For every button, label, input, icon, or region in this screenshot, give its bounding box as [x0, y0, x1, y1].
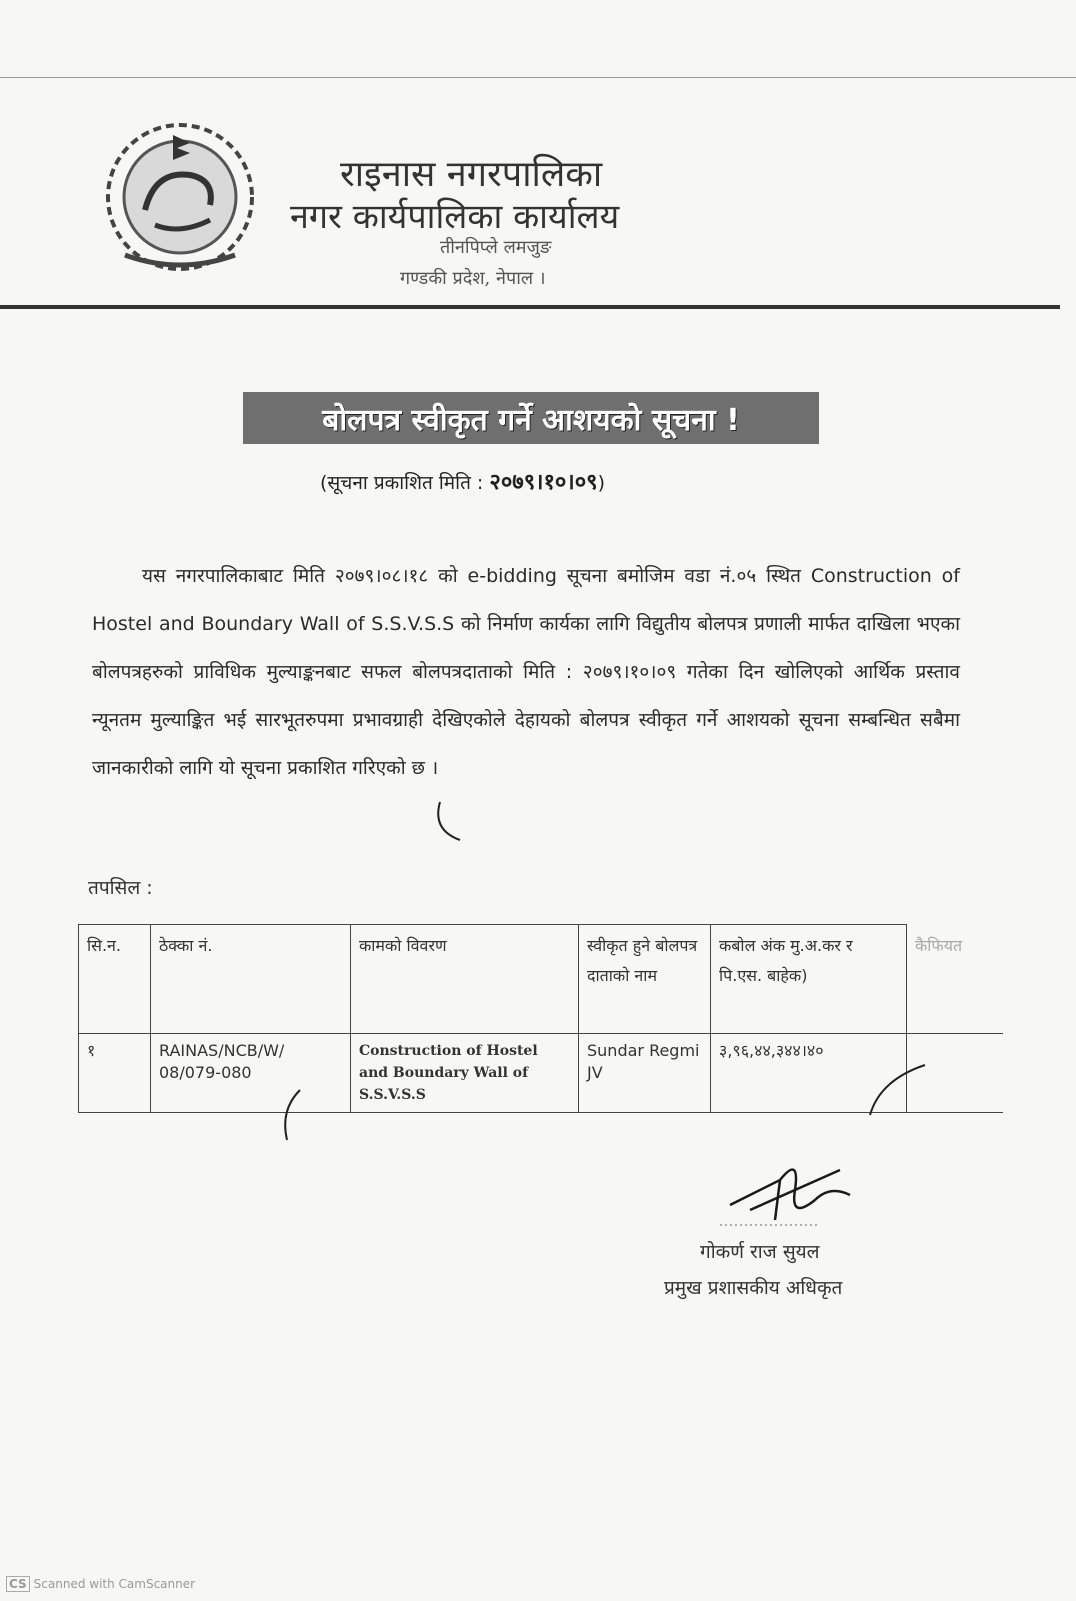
cell-serial: १ — [79, 1034, 151, 1113]
footer-text: Scanned with CamScanner — [33, 1577, 196, 1591]
office-name: नगर कार्यपालिका कार्यालय — [290, 197, 620, 237]
col-bidder-name: स्वीकृत हुने बोलपत्र दाताको नाम — [579, 925, 711, 1034]
cell-bidder-name: Sundar Regmi JV — [579, 1034, 711, 1113]
notice-body — [92, 552, 960, 792]
notice-title: बोलपत्र स्वीकृत गर्ने आशयको सूचना ! — [243, 392, 819, 444]
col-serial: सि.न. — [79, 925, 151, 1034]
nepal-emblem-icon — [95, 115, 265, 275]
cell-contract-no: RAINAS/NCB/W/ 08/079-080 — [151, 1034, 351, 1113]
publication-date: २०७९।१०।०९ — [489, 470, 598, 495]
table-header-row — [79, 925, 1003, 1034]
pen-mark — [430, 800, 470, 845]
publication-date-close: ) — [597, 472, 606, 494]
publication-date-label: (सूचना प्रकाशित मिति : — [320, 472, 484, 494]
signer-name: गोकर्ण राज सुयल — [700, 1241, 820, 1263]
scanner-footer — [6, 1576, 195, 1592]
col-contract-no: ठेक्का नं. — [151, 925, 351, 1034]
signature — [720, 1150, 860, 1230]
publication-date-line — [320, 466, 605, 496]
cell-work-description: Construction of Hostel and Boundary Wall of S.S.V.S.S — [351, 1034, 579, 1113]
header-divider — [0, 305, 1060, 309]
pen-mark — [275, 1085, 305, 1145]
cell-bid-amount: ३,९६,४४,३४४।४० — [711, 1034, 907, 1113]
col-bid-amount: कबोल अंक मु.अ.कर र पि.एस. बाहेक) — [711, 925, 907, 1034]
camscanner-logo: CS — [6, 1576, 30, 1592]
municipality-name: राइनास नगरपालिका — [340, 154, 603, 195]
top-rule — [0, 77, 1076, 78]
signer-title: प्रमुख प्रशासकीय अधिकृत — [664, 1277, 843, 1299]
details-heading: तपसिल : — [88, 877, 153, 899]
col-remarks: कैफियत — [907, 925, 1003, 1034]
office-place: तीनपिप्ले लमजुङ — [440, 237, 552, 258]
pen-mark — [860, 1060, 930, 1120]
col-work-description: कामको विवरण — [351, 925, 579, 1034]
notice-paragraph: यस नगरपालिकाबाट मिति २०७९।०८।१८ को e-bidding सूचना बमोजिम वडा नं.०५ स्थित Construction of Hostel and Boundary Wall of S.S.V.S.S को निर्माण कार्यका लागि विद्युतीय बोलपत्र प्रणाली मार्फत दाखिला भएका बोलपत्रहरुको प्राविधिक मुल्याङ्कनबाट सफल बोलपत्रदाताको मिति : २०७९।१०।०९ गतेका दिन खोलिएको आर्थिक प्रस्ताव न्यूनतम मुल्याङ्कित भई सारभूतरुपमा प्रभावग्राही देखिएकोले देहायको बोलपत्र स्वीकृत गर्ने आशयको सूचना सम्बन्धित सबैमा जानकारीको लागि यो सूचना प्रकाशित गरिएको छ । — [92, 565, 960, 779]
office-province: गण्डकी प्रदेश, नेपाल । — [400, 268, 546, 289]
